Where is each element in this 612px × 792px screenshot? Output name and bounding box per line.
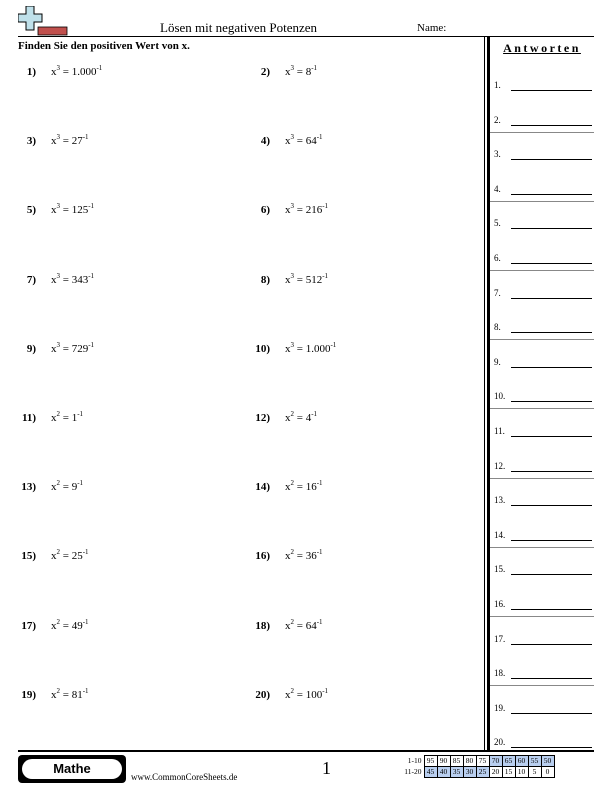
equation-rhs-exp: -1: [322, 271, 329, 280]
answer-line[interactable]: [511, 367, 592, 368]
score-row: [396, 756, 554, 767]
answer-line[interactable]: [511, 436, 592, 437]
equation-exp: 2: [290, 548, 294, 557]
equation-base: x: [51, 135, 57, 148]
equation-base: x: [285, 135, 291, 148]
equation-rhs: = 4: [294, 412, 312, 424]
answer-separator: [490, 201, 594, 202]
equation-exp: 2: [290, 479, 294, 488]
site-url: www.CommonCoreSheets.de: [131, 772, 238, 782]
answer-line[interactable]: [511, 125, 592, 126]
problem-equation: [285, 271, 329, 286]
problem-number: 9): [26, 342, 36, 355]
problem-equation: [51, 550, 89, 562]
equation-rhs: = 25: [60, 550, 83, 563]
equation-rhs: = 729: [60, 342, 89, 355]
answer-line[interactable]: [511, 678, 592, 679]
problem-equation: [285, 135, 323, 147]
equation-base: x: [51, 412, 57, 424]
equation-exp: 3: [56, 133, 60, 142]
score-cell: 40: [437, 767, 450, 778]
answer-separator: [490, 270, 594, 271]
answer-number: 7.: [494, 287, 501, 298]
equation-exp: 2: [56, 548, 60, 557]
score-row: [396, 767, 554, 778]
problem-equation: [285, 204, 328, 216]
equation-base: x: [51, 66, 57, 78]
equation-base: x: [285, 66, 291, 78]
equation-exp: 3: [290, 133, 294, 142]
score-cell: 20: [489, 767, 502, 778]
answer-line[interactable]: [511, 471, 592, 472]
answer-number: 4.: [494, 183, 501, 194]
equation-rhs-exp: -1: [316, 548, 323, 557]
equation-exp: 2: [290, 617, 294, 626]
answer-number: 20.: [494, 737, 506, 748]
equation-exp: 3: [56, 64, 60, 72]
answer-separator: [490, 547, 594, 548]
problem-number: 14): [255, 481, 270, 494]
answer-column-divider: [484, 36, 485, 750]
score-range: 11-20: [404, 767, 422, 776]
answer-number: 10.: [494, 391, 506, 402]
answer-number: 16.: [494, 599, 506, 609]
equation-rhs-exp: -1: [77, 410, 84, 418]
problem-equation: [285, 66, 317, 78]
name-label: Name:: [417, 22, 447, 34]
answer-line[interactable]: [511, 228, 592, 229]
answer-number: 14.: [494, 529, 506, 540]
equation-exp: 3: [290, 64, 294, 72]
equation-rhs-exp: -1: [322, 202, 329, 211]
equation-base: x: [51, 619, 57, 632]
score-cell: 0: [541, 767, 554, 778]
answer-separator: [490, 339, 594, 340]
problem-number: 5): [26, 204, 36, 217]
equation-exp: 3: [56, 340, 60, 349]
equation-rhs: = 512: [294, 273, 323, 286]
logo-plus-icon: [18, 6, 68, 36]
score-cell: 45: [424, 767, 437, 778]
equation-exp: 2: [290, 686, 294, 695]
equation-rhs-exp: -1: [88, 202, 95, 211]
subject-label: Mathe: [22, 759, 122, 779]
equation-rhs: = 100: [294, 688, 323, 701]
problem-number: 3): [26, 135, 36, 148]
problem-number: 7): [26, 273, 36, 286]
problem-equation: [51, 412, 83, 424]
problem-number: 8): [260, 273, 270, 286]
answer-line[interactable]: [511, 298, 592, 299]
problem-equation: [51, 204, 94, 216]
equation-rhs: = 81: [60, 688, 83, 701]
problem-number: 4): [260, 135, 270, 148]
equation-exp: 3: [290, 271, 294, 280]
score-cell: 10: [515, 767, 528, 778]
equation-rhs-exp: -1: [77, 479, 84, 488]
score-cell: 90: [437, 756, 450, 767]
problem-equation: [51, 135, 89, 147]
equation-rhs-exp: -1: [82, 548, 89, 557]
answer-separator: [490, 685, 594, 686]
equation-rhs: = 27: [60, 135, 83, 148]
problem-number: 12): [255, 412, 270, 424]
answer-number: 19.: [494, 702, 506, 713]
answer-line[interactable]: [511, 159, 592, 160]
answer-line[interactable]: [511, 574, 592, 575]
problem-number: 1): [26, 66, 36, 78]
problem-number: 11): [21, 412, 36, 424]
answer-line[interactable]: [511, 644, 592, 645]
score-cell: 70: [489, 756, 502, 767]
equation-base: x: [51, 342, 57, 355]
answer-column-divider-thick: [487, 36, 490, 750]
answer-separator: [490, 408, 594, 409]
answer-separator: [490, 132, 594, 133]
answer-line[interactable]: [511, 90, 592, 91]
equation-exp: 3: [56, 202, 60, 211]
problem-equation: [285, 481, 323, 493]
problem-number: 13): [21, 481, 36, 494]
answer-number: 8.: [494, 322, 501, 333]
problem-equation: [51, 686, 89, 701]
equation-base: x: [285, 342, 291, 355]
answer-number: 6.: [494, 253, 501, 263]
equation-rhs: = 125: [60, 204, 89, 217]
score-cell: 60: [515, 756, 528, 767]
equation-base: x: [285, 273, 291, 286]
answer-line[interactable]: [511, 540, 592, 541]
score-cell: 75: [476, 756, 489, 767]
equation-rhs-exp: -1: [316, 133, 323, 142]
footer-divider: [18, 750, 594, 752]
equation-exp: 3: [290, 202, 294, 211]
header-divider: [18, 36, 594, 37]
answer-separator: [490, 616, 594, 617]
equation-base: x: [51, 204, 57, 217]
problem-number: 6): [260, 204, 270, 217]
problem-equation: [51, 340, 95, 355]
problem-equation: [285, 340, 337, 355]
equation-rhs: = 49: [60, 619, 83, 632]
answer-number: 18.: [494, 668, 506, 679]
answer-line[interactable]: [511, 194, 592, 195]
answer-number: 12.: [494, 460, 506, 471]
equation-exp: 2: [56, 410, 60, 418]
answer-number: 2.: [494, 114, 501, 125]
score-cell: 35: [450, 767, 463, 778]
equation-rhs: = 64: [294, 135, 317, 148]
answer-line[interactable]: [511, 332, 592, 333]
equation-rhs: = 36: [294, 550, 317, 563]
equation-rhs: = 8: [294, 66, 312, 78]
equation-base: x: [51, 550, 57, 563]
equation-exp: 2: [56, 479, 60, 488]
problem-number: 16): [255, 550, 270, 563]
equation-rhs-exp: -1: [311, 64, 318, 72]
equation-rhs: = 216: [294, 204, 323, 217]
score-cell: 50: [541, 756, 554, 767]
answer-number: 9.: [494, 356, 501, 367]
equation-rhs-exp: -1: [88, 271, 95, 280]
answer-number: 13.: [494, 495, 506, 506]
page-number: 1: [322, 758, 331, 778]
answer-number: 1.: [494, 80, 501, 90]
equation-rhs: = 1: [60, 412, 78, 424]
equation-base: x: [51, 273, 57, 286]
problem-number: 2): [260, 66, 270, 78]
equation-base: x: [285, 412, 291, 424]
answer-line[interactable]: [511, 609, 592, 610]
problem-equation: [51, 481, 83, 493]
equation-base: x: [285, 204, 291, 217]
problem-number: 18): [255, 619, 270, 632]
problem-number: 15): [21, 550, 36, 563]
answers-title: Antworten: [503, 41, 581, 55]
instructions: Finden Sie den positiven Wert von x.: [18, 40, 190, 52]
equation-rhs: = 343: [60, 273, 89, 286]
equation-rhs-exp: -1: [330, 340, 337, 349]
score-cell: 5: [528, 767, 541, 778]
problem-equation: [51, 271, 95, 286]
equation-rhs: = 1.000: [60, 66, 97, 78]
equation-base: x: [51, 688, 57, 701]
problem-number: 20): [255, 688, 270, 701]
answer-number: 17.: [494, 633, 506, 644]
score-cell: 15: [502, 767, 515, 778]
answer-line[interactable]: [511, 713, 592, 714]
score-cell: 95: [424, 756, 437, 767]
problem-equation: [51, 617, 89, 632]
equation-rhs-exp: -1: [316, 617, 323, 626]
score-range: 1-10: [407, 756, 422, 765]
equation-rhs-exp: -1: [316, 479, 323, 488]
score-cell: 85: [450, 756, 463, 767]
equation-exp: 3: [56, 271, 60, 280]
equation-rhs: = 64: [294, 619, 317, 632]
equation-base: x: [51, 481, 57, 494]
problem-equation: [285, 617, 323, 632]
score-table: [396, 755, 555, 778]
equation-exp: 2: [56, 617, 60, 626]
problem-number: 17): [21, 619, 36, 632]
score-cell: 80: [463, 756, 476, 767]
equation-exp: 2: [290, 410, 294, 418]
answer-number: 5.: [494, 218, 501, 229]
equation-rhs-exp: -1: [82, 686, 89, 695]
equation-rhs-exp: -1: [82, 133, 89, 142]
problem-equation: [285, 412, 317, 424]
equation-rhs-exp: -1: [322, 686, 329, 695]
equation-rhs: = 9: [60, 481, 78, 494]
answer-line[interactable]: [511, 505, 592, 506]
score-cell: 55: [528, 756, 541, 767]
equation-exp: 3: [290, 340, 294, 349]
score-cell: 30: [463, 767, 476, 778]
answer-number: 3.: [494, 149, 501, 160]
equation-base: x: [285, 688, 291, 701]
problem-equation: [285, 550, 323, 562]
problem-number: 19): [21, 688, 36, 701]
answer-number: 15.: [494, 564, 506, 575]
problem-number: 10): [255, 342, 270, 355]
equation-rhs: = 16: [294, 481, 317, 494]
equation-base: x: [285, 481, 291, 494]
equation-rhs-exp: -1: [311, 410, 318, 418]
answer-line[interactable]: [511, 747, 592, 748]
equation-rhs-exp: -1: [82, 617, 89, 626]
equation-exp: 2: [56, 686, 60, 695]
equation-base: x: [285, 550, 291, 563]
equation-base: x: [285, 619, 291, 632]
score-cell: 65: [502, 756, 515, 767]
answer-number: 11.: [494, 426, 505, 436]
answer-separator: [490, 478, 594, 479]
answer-line[interactable]: [511, 401, 592, 402]
problem-equation: [285, 686, 329, 701]
equation-rhs-exp: -1: [88, 340, 95, 349]
worksheet-title: Lösen mit negativen Potenzen: [160, 20, 318, 35]
answer-line[interactable]: [511, 263, 592, 264]
problem-equation: [51, 66, 102, 78]
score-cell: 25: [476, 767, 489, 778]
equation-rhs: = 1.000: [294, 342, 331, 355]
equation-rhs-exp: -1: [96, 64, 103, 72]
